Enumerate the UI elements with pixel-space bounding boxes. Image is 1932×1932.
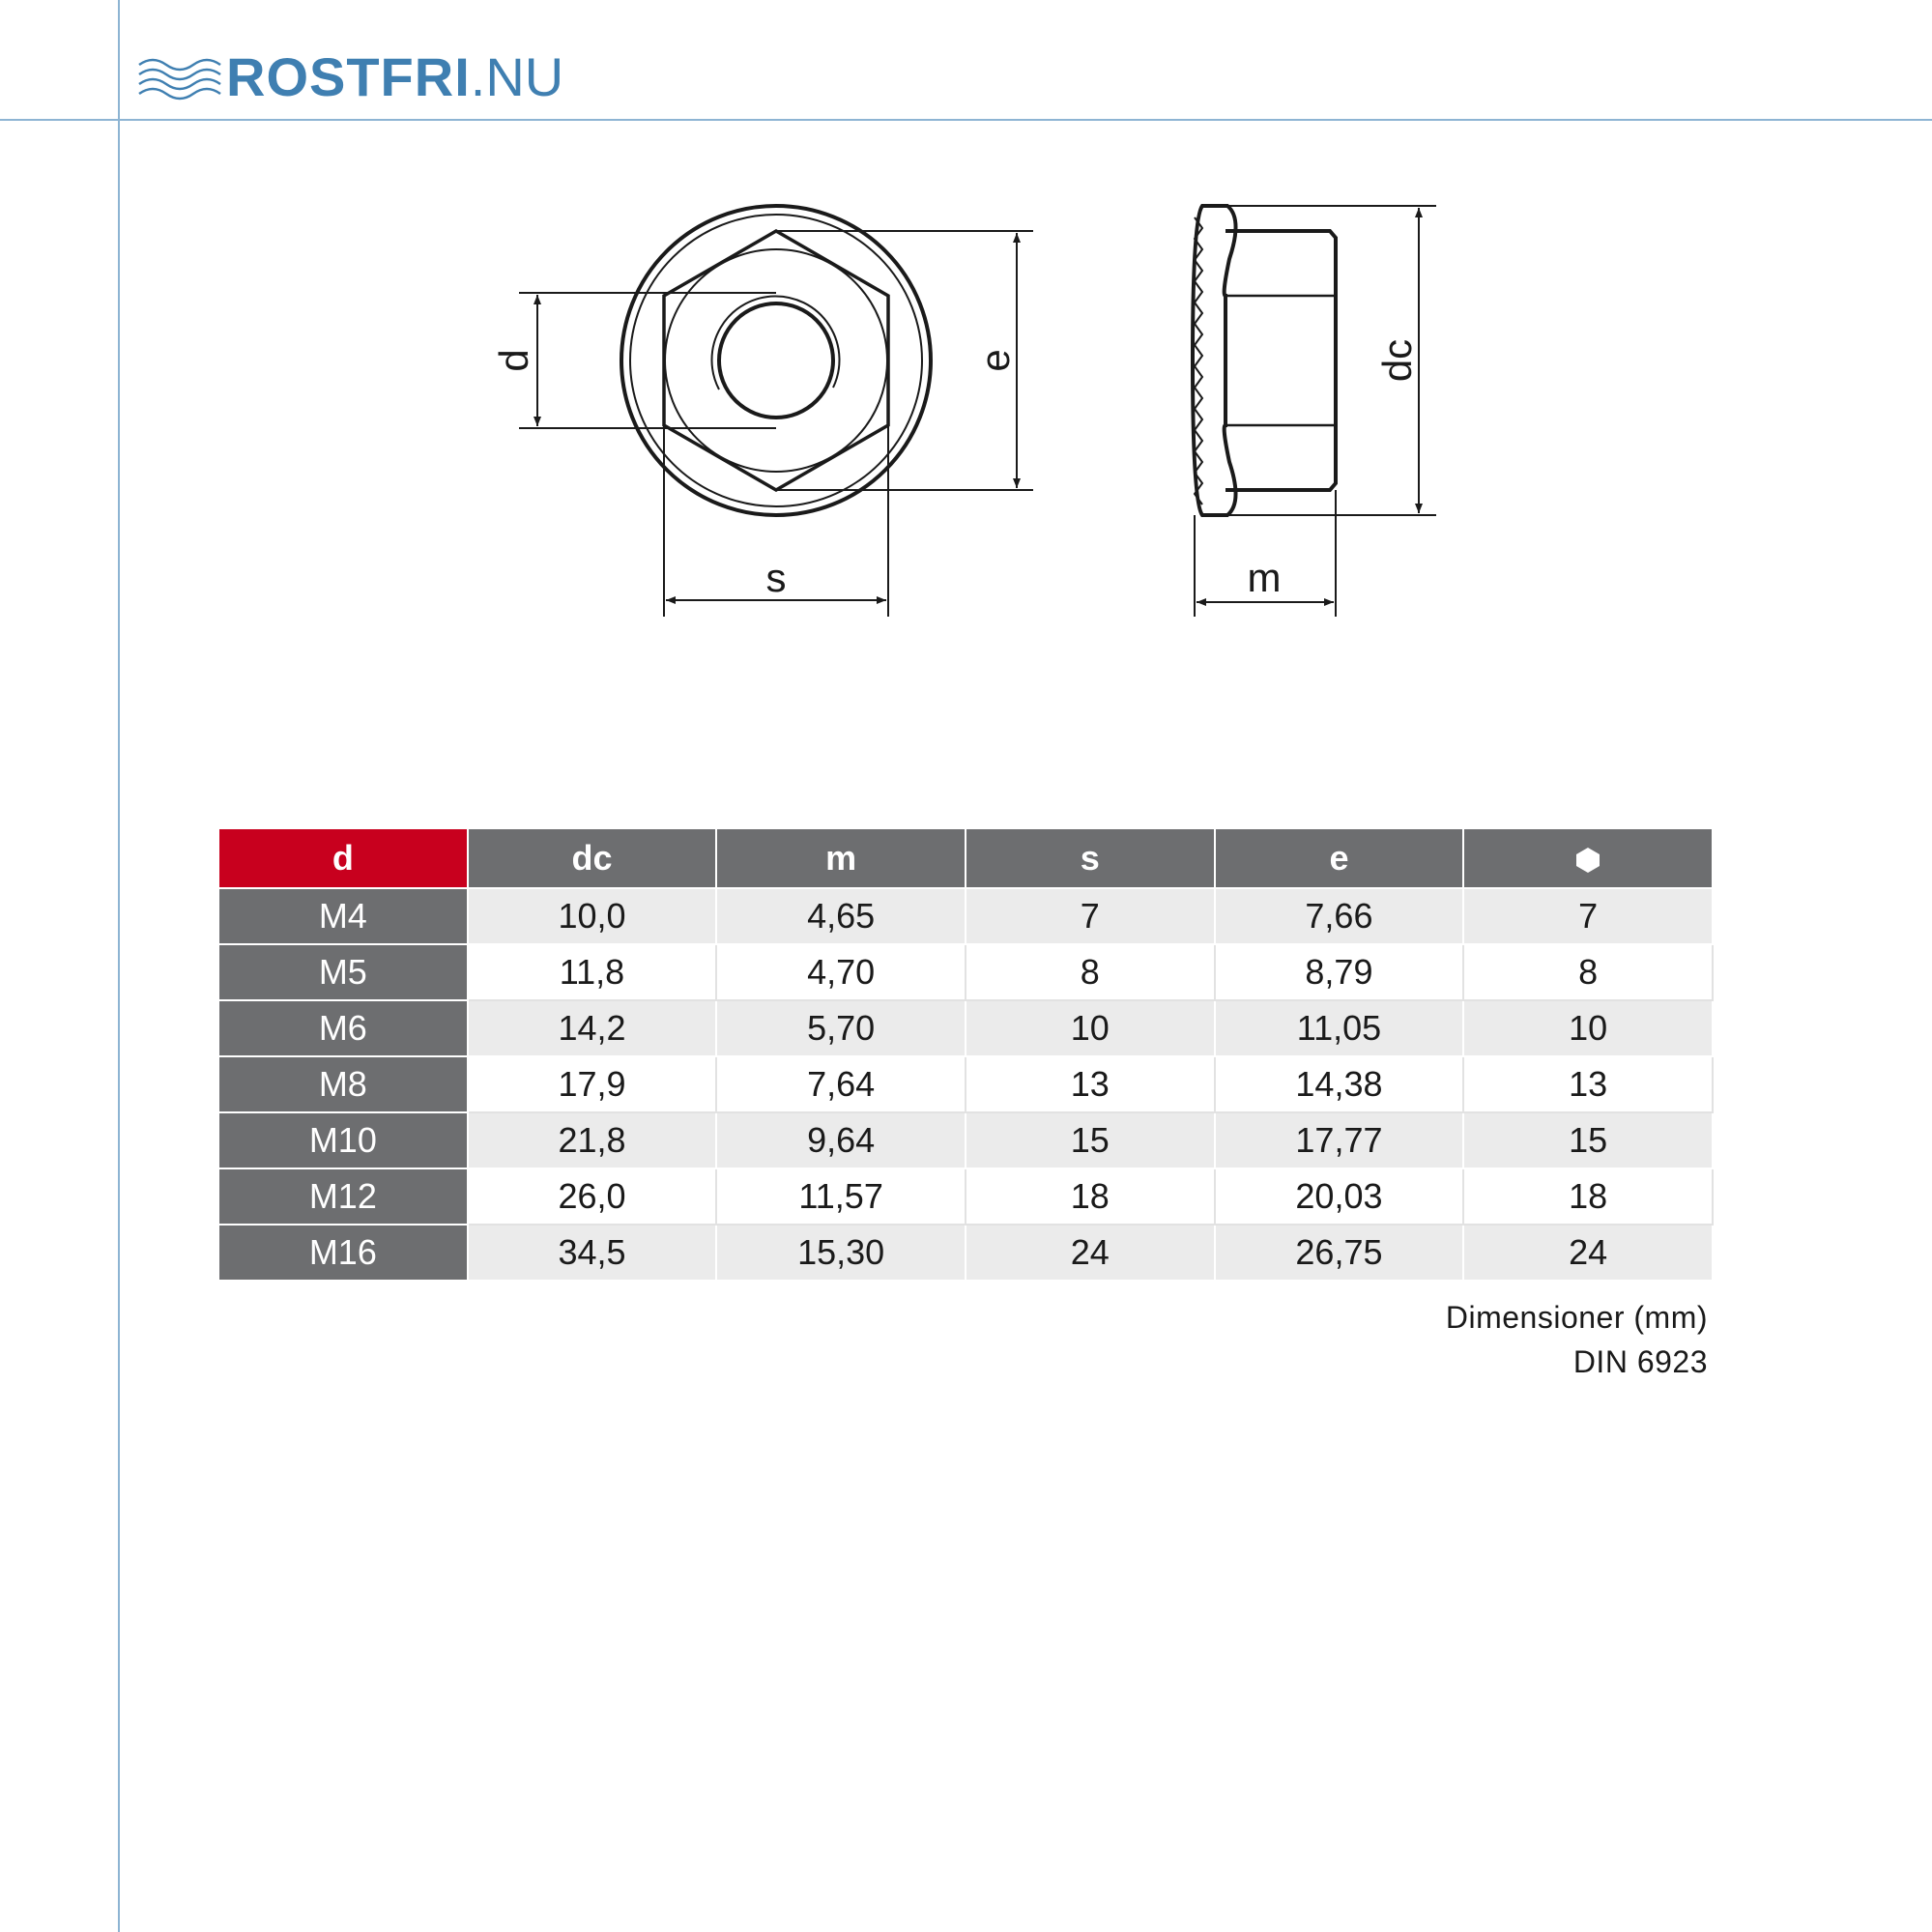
cell-m: 9,64 [716,1112,966,1168]
cell-hex: 13 [1463,1056,1713,1112]
cell-s: 24 [966,1225,1215,1281]
side-view [1193,206,1336,515]
hexagon-icon [1573,846,1602,875]
label-d: d [491,349,536,372]
cell-s: 7 [966,888,1215,944]
cell-s: 15 [966,1112,1215,1168]
cell-d: M5 [218,944,468,1000]
cell-d: M12 [218,1168,468,1225]
col-header-d: d [218,828,468,888]
cell-d: M10 [218,1112,468,1168]
cell-e: 7,66 [1215,888,1464,944]
cell-m: 7,64 [716,1056,966,1112]
cell-dc: 34,5 [468,1225,717,1281]
cell-m: 11,57 [716,1168,966,1225]
brand-name: ROSTFRI [226,46,471,107]
col-header-m: m [716,828,966,888]
cell-e: 20,03 [1215,1168,1464,1225]
hex-chamfer-circle [665,249,887,472]
cell-d: M6 [218,1000,468,1056]
cell-e: 8,79 [1215,944,1464,1000]
cell-m: 4,70 [716,944,966,1000]
nut-body-outline [1226,231,1336,490]
hex-outline [664,231,888,490]
cell-hex: 7 [1463,888,1713,944]
cell-hex: 18 [1463,1168,1713,1225]
cell-e: 11,05 [1215,1000,1464,1056]
cell-hex: 10 [1463,1000,1713,1056]
col-header-e: e [1215,828,1464,888]
cell-s: 13 [966,1056,1215,1112]
table-header-row [218,828,1713,888]
col-header-hex [1463,828,1713,888]
front-view [621,206,931,515]
table-row [218,888,1713,944]
label-s: s [765,555,787,600]
cell-dc: 10,0 [468,888,717,944]
table-row [218,1168,1713,1225]
col-header-dc: dc [468,828,717,888]
brand-domain: .NU [470,46,564,107]
cell-dc: 26,0 [468,1168,717,1225]
dimension-table [217,827,1714,1282]
units-note: Dimensioner (mm) [1445,1300,1708,1335]
cell-s: 10 [966,1000,1215,1056]
cell-dc: 21,8 [468,1112,717,1168]
cell-d: M4 [218,888,468,944]
cell-m: 15,30 [716,1225,966,1281]
table-notes [1446,1295,1708,1384]
cell-d: M8 [218,1056,468,1112]
cell-m: 4,65 [716,888,966,944]
table-row [218,1056,1713,1112]
bore-circle [719,303,833,418]
cell-hex: 24 [1463,1225,1713,1281]
thread-arc [711,296,839,389]
cell-s: 18 [966,1168,1215,1225]
table-row [218,944,1713,1000]
cell-d: M16 [218,1225,468,1281]
side-dimensions [1195,206,1436,617]
flange-outer-circle [621,206,931,515]
label-dc: dc [1374,338,1420,383]
label-e: e [972,349,1018,372]
label-m: m [1247,555,1282,600]
cell-m: 5,70 [716,1000,966,1056]
standard-note: DIN 6923 [1572,1344,1708,1379]
cell-hex: 8 [1463,944,1713,1000]
table-row [218,1000,1713,1056]
cell-dc: 11,8 [468,944,717,1000]
technical-drawing [0,0,1932,677]
cell-dc: 17,9 [468,1056,717,1112]
cell-s: 8 [966,944,1215,1000]
col-header-s: s [966,828,1215,888]
table-row [218,1225,1713,1281]
cell-dc: 14,2 [468,1000,717,1056]
flange-inner-circle [630,215,922,506]
cell-e: 14,38 [1215,1056,1464,1112]
cell-e: 26,75 [1215,1225,1464,1281]
table-row [218,1112,1713,1168]
cell-e: 17,77 [1215,1112,1464,1168]
cell-hex: 15 [1463,1112,1713,1168]
